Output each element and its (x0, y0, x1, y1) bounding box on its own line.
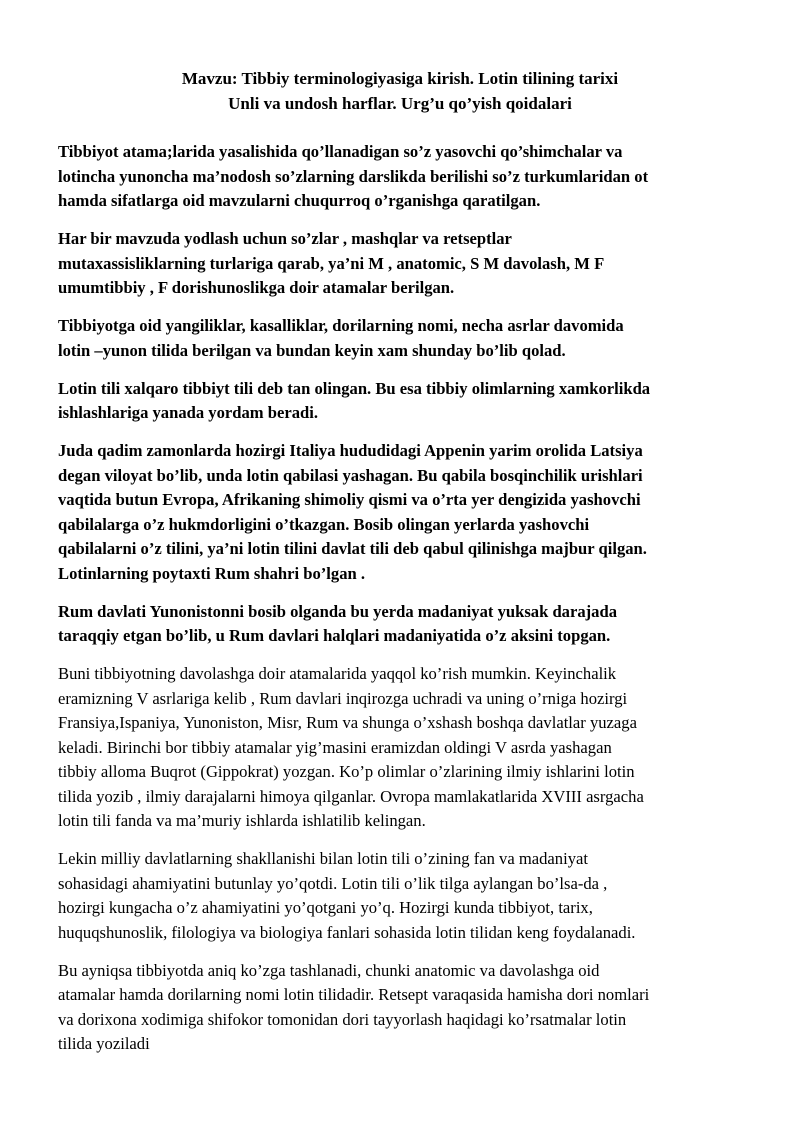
paragraph (58, 662, 758, 834)
paragraph-line: hozirgi kungacha o’z ahamiyatini yo’qotgani yo’q. Hozirgi kunda tibbiyot, tarix, (58, 898, 593, 917)
paragraph-line: tilida yoziladi (58, 1034, 150, 1053)
paragraph-line: Lekin milliy davlatlarning shakllanishi bilan lotin tili o’zining fan va madaniyat (58, 849, 588, 868)
paragraph-line: eramizning V asrlariga kelib , Rum davlari inqirozga uchradi va uning o’rniga hozirgi (58, 688, 628, 708)
paragraph-line: taraqqiy etgan bo’lib, u Rum davlari halqlari madaniyatida o’z aksini topgan. (58, 626, 611, 645)
paragraph (58, 140, 758, 214)
paragraph-line: hamda sifatlarga oid mavzularni chuqurroq o’rganishga qaratilgan. (58, 191, 541, 210)
title-line-2: Unli va undosh harflar. Urg’u qo’yish qoidalari (228, 94, 572, 113)
paragraph-line: Tibbiyot atama;larida yasalishida qo’llanadigan so’z yasovchi qo’shimchalar va (58, 142, 623, 161)
paragraph-line: umumtibbiy , F dorishunoslikga doir atamalar berilgan. (58, 278, 455, 297)
document-title (0, 66, 800, 116)
paragraph (58, 959, 758, 1057)
paragraph (58, 377, 758, 426)
paragraph (58, 600, 758, 649)
paragraph (58, 847, 758, 945)
paragraph-line: va dorixona xodimiga shifokor tomonidan dori tayyorlash haqidagi ko’rsatmalar lotin (58, 1009, 627, 1029)
paragraph (58, 314, 758, 363)
paragraph-line: Fransiya,Ispaniya, Yunoniston, Misr, Rum va shunga o’xshash boshqa davlatlar yuzaga (58, 713, 637, 732)
paragraph-line: atamalar hamda dorilarning nomi lotin tilidadir. Retsept varaqasida hamisha dori nomlari (58, 985, 650, 1004)
paragraph-line: qabilalarga o’z hukmdorligini o’tkazgan. Bosib olingan yerlarda yashovchi (58, 514, 590, 534)
paragraph-line: huquqshunoslik, filologiya va biologiya fanlari sohasida lotin tilidan keng foydalanadi. (58, 922, 636, 942)
paragraph-line: Buni tibbiyotning davolashga doir atamalarida yaqqol ko’rish mumkin. Keyinchalik (58, 664, 617, 683)
paragraph-line: lotin tili fanda va ma’muriy ishlarda ishlatilib kelingan. (58, 811, 426, 830)
paragraph-line: sohasidagi ahamiyatini butunlay yo’qotdi. Lotin tili o’lik tilga aylangan bo’lsa-da , (58, 873, 608, 893)
title-line-1: Mavzu: Tibbiy terminologiyasiga kirish. Lotin tilining tarixi (181, 69, 619, 88)
paragraph-line: Juda qadim zamonlarda hozirgi Italiya hududidagi Appenin yarim orolida Latsiya (58, 441, 643, 460)
paragraph-line: Lotinlarning poytaxti Rum shahri bo’lgan . (58, 563, 366, 583)
paragraph-line: qabilalarni o’z tilini, ya’ni lotin tilini davlat tili deb qabul qilinishga majbur qilgan. (58, 539, 647, 558)
paragraph-line: ishlashlariga yanada yordam beradi. (58, 403, 319, 422)
paragraph-line: tilida yozib , ilmiy darajalarni himoya qilganlar. Ovropa mamlakatlarida XVIII asrgacha (58, 786, 644, 806)
paragraph (58, 439, 758, 586)
paragraph (58, 227, 758, 301)
paragraph-line: lotincha yunoncha ma’nodosh so’zlarning darslikda berilishi so’z turkumlaridan ot (58, 166, 649, 186)
paragraph-line: tibbiy alloma Buqrot (Gippokrat) yozgan. Ko’p olimlar o’zlarining ilmiy ishlarini lotin (58, 762, 635, 781)
paragraph-line: Lotin tili xalqaro tibbiyt tili deb tan olingan. Bu esa tibbiy olimlarning xamkorlikda (58, 378, 651, 398)
paragraph-line: lotin –yunon tilida berilgan va bundan keyin xam shunday bo’lib qolad. (58, 340, 566, 360)
paragraph-line: vaqtida butun Evropa, Afrikaning shimoliy qismi va o’rta yer dengizida yashovchi (58, 490, 641, 509)
document-body (58, 140, 758, 1070)
paragraph-line: Har bir mavzuda yodlash uchun so’zlar , mashqlar va retseptlar (58, 229, 512, 248)
paragraph-line: Tibbiyotga oid yangiliklar, kasalliklar, dorilarning nomi, necha asrlar davomida (58, 316, 624, 335)
paragraph-line: degan viloyat bo’lib, unda lotin qabilasi yashagan. Bu qabila bosqinchilik urishlari (58, 465, 643, 485)
paragraph-line: keladi. Birinchi bor tibbiy atamalar yig’masini eramizdan oldingi V asrda yashagan (58, 737, 612, 757)
paragraph-line: mutaxassisliklarning turlariga qarab, ya’ni M , anatomic, S M davolash, M F (58, 253, 605, 273)
paragraph-line: Rum davlati Yunonistonni bosib olganda bu yerda madaniyat yuksak darajada (58, 601, 617, 621)
paragraph-line: Bu ayniqsa tibbiyotda aniq ko’zga tashlanadi, chunki anatomic va davolashga oid (58, 960, 600, 980)
